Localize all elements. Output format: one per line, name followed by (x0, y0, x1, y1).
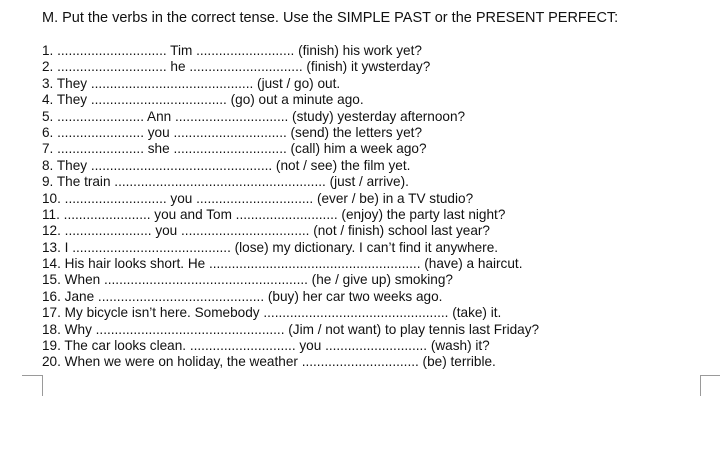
exercise-item-6: 6. ....................... you .............................. (send) the letters yet? (42, 124, 423, 140)
exercise-item-9: 9. The train ........................................................ (just / arrive). (42, 174, 409, 190)
exercise-item-16: 16. Jane ............................................ (buy) her car two weeks ago. (42, 288, 443, 304)
exercise-item-12: 12. ....................... you .................................. (not / finish) school last year? (42, 223, 490, 239)
exercise-item-10: 10. ........................... you ............................... (ever / be) in a TV studio? (42, 190, 474, 206)
margin-corner-mark-left (22, 375, 43, 396)
exercise-item-20: 20. When we were on holiday, the weather ............................... (be) terrible. (42, 354, 496, 370)
exercise-list (42, 43, 682, 371)
exercise-item-14: 14. His hair looks short. He ........................................................ (have) a haircut. (42, 256, 523, 272)
exercise-item-15: 15. When ...................................................... (he / give up) smoking? (42, 272, 453, 288)
exercise-item-18: 18. Why .................................................. (Jim / not want) to play tennis last Friday? (42, 321, 540, 337)
margin-corner-mark-right (700, 375, 720, 396)
exercise-item-2: 2. ............................. he .............................. (finish) it ywsterday? (42, 59, 431, 75)
exercise-item-13: 13. I .......................................... (lose) my dictionary. I can’t find it anywhere. (42, 239, 499, 255)
exercise-title: M. Put the verbs in the correct tense. Use the SIMPLE PAST or the PRESENT PERFECT: (42, 10, 619, 26)
exercise-item-17: 17. My bicycle isn’t here. Somebody ................................................. (take) it. (42, 305, 502, 321)
exercise-item-5: 5. ....................... Ann .............................. (study) yesterday afternoon? (42, 108, 466, 124)
exercise-item-19: 19. The car looks clean. ............................ you ........................... (wash) it? (42, 338, 490, 354)
exercise-item-8: 8. They ................................................ (not / see) the film yet. (42, 157, 411, 173)
exercise-item-7: 7. ....................... she .............................. (call) him a week ago? (42, 141, 427, 157)
exercise-item-1: 1. ............................. Tim .......................... (finish) his work yet? (42, 43, 422, 58)
exercise-item-4: 4. They .................................... (go) out a minute ago. (42, 92, 364, 108)
exercise-item-3: 3. They ........................................... (just / go) out. (42, 75, 341, 91)
exercise-item-11: 11. ....................... you and Tom ........................... (enjoy) the party last night? (42, 206, 506, 222)
